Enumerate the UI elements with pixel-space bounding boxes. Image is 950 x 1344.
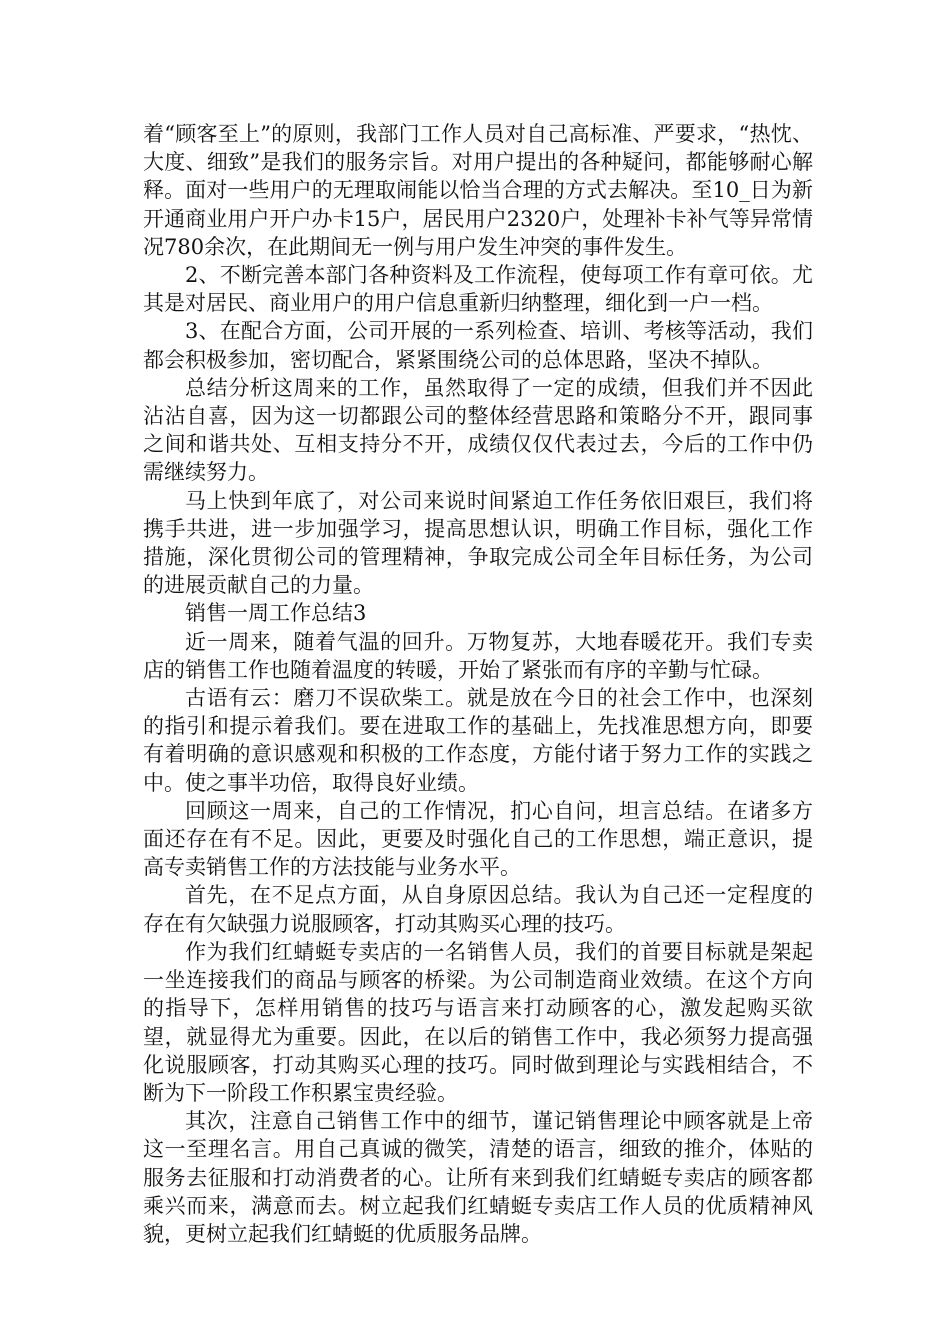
paragraph-4: 总结分析这周来的工作，虽然取得了一定的成绩，但我们并不因此沾沾自喜，因为这一切都跟公司的整体经营思路和策略分不开，跟同事之间和谐共处、互相支持分不开，成绩仅仅代表过去，今后的工作中仍需继续努力。 xyxy=(143,375,813,485)
paragraph-6: 近一周来，随着气温的回升。万物复苏，大地春暖花开。我们专卖店的销售工作也随着温度的转暖，开始了紧张而有序的辛勤与忙碌。 xyxy=(143,629,813,682)
paragraph-2: 2、不断完善本部门各种资料及工作流程，使每项工作有章可依。尤其是对居民、商业用户的用户信息重新归纳整理，细化到一户一档。 xyxy=(143,263,813,316)
paragraph-8: 回顾这一周来，自己的工作情况，扪心自问，坦言总结。在诸多方面还存在有不足。因此，更要及时强化自己的工作思想，端正意识，提高专卖销售工作的方法技能与业务水平。 xyxy=(143,798,813,880)
section-heading: 销售一周工作总结3 xyxy=(185,601,367,626)
paragraph-11: 其次，注意自己销售工作中的细节，谨记销售理论中顾客就是上帝这一至理名言。用自己真诚的微笑，清楚的语言，细致的推介，体贴的服务去征服和打动消费者的心。让所有来到我们红蜻蜓专卖店的顾客都乘兴而来，满意而去。树立起我们红蜻蜓专卖店工作人员的优质精神风貌，更树立起我们红蜻蜓的优质服务品牌。 xyxy=(143,1109,813,1246)
paragraph-1: 着“顾客至上”的原则，我部门工作人员对自己高标准、严要求，“热忱、大度、细致”是我们的服务宗旨。对用户提出的各种疑问，都能够耐心解释。面对一些用户的无理取闹能以恰当合理的方式去解决。至10_日为新开通商业用户开户办卡15户，居民用户2320户，处理补卡补气等异常情况780余次，在此期间无一例与用户发生冲突的事件发生。 xyxy=(143,122,813,259)
paragraph-9: 首先，在不足点方面，从自身原因总结。我认为自己还一定程度的存在有欠缺强力说服顾客，打动其购买心理的技巧。 xyxy=(143,883,813,936)
paragraph-3: 3、在配合方面，公司开展的一系列检查、培训、考核等活动，我们都会积极参加，密切配合，紧紧围绕公司的总体思路，坚决不掉队。 xyxy=(143,319,813,372)
paragraph-10: 作为我们红蜻蜓专卖店的一名销售人员，我们的首要目标就是架起一坐连接我们的商品与顾客的桥梁。为公司制造商业效绩。在这个方向的指导下，怎样用销售的技巧与语言来打动顾客的心，激发起购买欲望，就显得尤为重要。因此，在以后的销售工作中，我必须努力提高强化说服顾客，打动其购买心理的技巧。同时做到理论与实践相结合，不断为下一阶段工作积累宝贵经验。 xyxy=(143,939,813,1105)
paragraph-7: 古语有云：磨刀不误砍柴工。就是放在今日的社会工作中，也深刻的指引和提示着我们。要在进取工作的基础上，先找准思想方向，即要有着明确的意识感观和积极的工作态度，方能付诸于努力工作的实践之中。使之事半功倍，取得良好业绩。 xyxy=(143,686,813,795)
paragraph-5: 马上快到年底了，对公司来说时间紧迫工作任务依旧艰巨，我们将携手共进，进一步加强学习，提高思想认识，明确工作目标，强化工作措施，深化贯彻公司的管理精神，争取完成公司全年目标任务，为公司的进展贡献自己的力量。 xyxy=(143,488,813,598)
document-body xyxy=(143,120,813,1248)
